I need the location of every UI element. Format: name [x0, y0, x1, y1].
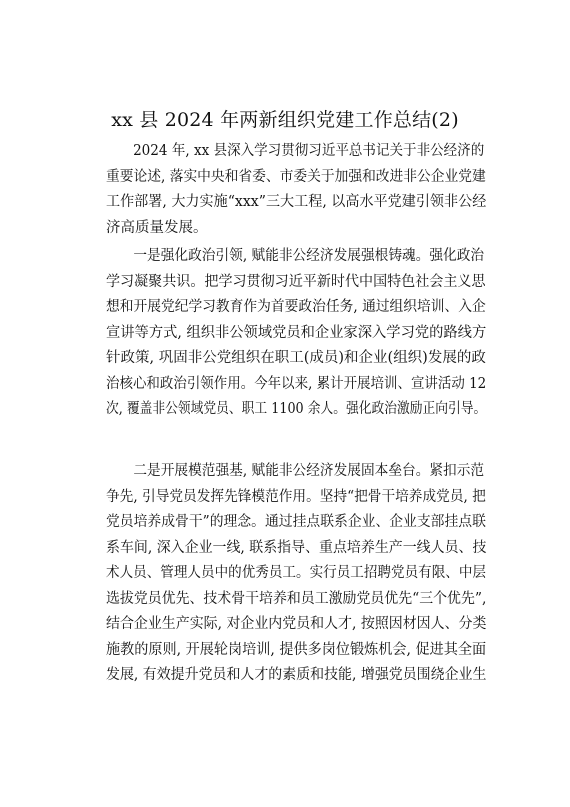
paragraph-line: 施教的原则, 开展轮岗培训, 提供多岗位锻炼机会, 促进其全面 [106, 641, 487, 658]
paragraph-line: 重要论述, 落实中央和省委、市委关于加强和改进非公企业党建 [106, 168, 486, 185]
paragraph-line: 党员培养成骨干”的理念。通过挂点联系企业、企业支部挂点联 [106, 514, 486, 530]
paragraph-line: 济高质量发展。 [106, 219, 208, 236]
paragraph-line: 二是开展模范强基, 赋能非公经济发展固本垒台。紧扣示范 [133, 463, 485, 479]
paragraph-line: 结合企业生产实际, 对企业内党员和人才, 按照因材因人、分类 [106, 616, 487, 632]
paragraph-line: 一是强化政治引领, 赋能非公经济发展强根铸魂。强化政治 [133, 248, 485, 264]
paragraph-line: 2024 年, xx 县深入学习贯彻习近平总书记关于非公经济的 [133, 143, 485, 159]
paragraph-line: 争先, 引导党员发挥先锋模范作用。坚持“把骨干培养成党员, 把 [106, 488, 486, 505]
paragraph-line: 针政策, 巩固非公党组织在职工(成员)和企业(组织)发展的政 [106, 350, 486, 366]
paragraph-line: 选拔党员优先、技术骨干培养和员工激励党员优先“三个优先”, [106, 590, 487, 607]
paragraph-line: 发展, 有效提升党员和人才的素质和技能, 增强党员围绕企业生 [106, 667, 487, 683]
paragraph-line: 次, 覆盖非公领域党员、职工 1100 余人。强化政治激励正向引导。 [106, 401, 487, 417]
document-title: xx 县 2024 年两新组织党建工作总结(2) [111, 109, 459, 131]
paragraph-line: 术人员、管理人员中的优秀员工。实行员工招聘党员有限、中层 [106, 565, 486, 581]
paragraph-line: 宣讲等方式, 组织非公领域党员和企业家深入学习党的路线方 [106, 324, 487, 341]
paragraph-line: 工作部署, 大力实施“xxx”三大工程, 以高水平党建引领非公经 [106, 194, 487, 210]
paragraph-model-foundation [106, 459, 486, 689]
paragraph-line: 想和开展党纪学习教育作为首要政治任务, 通过组织培训、入企 [106, 299, 486, 315]
paragraph-political-guidance [106, 244, 486, 423]
paragraph-line: 学习凝聚共识。把学习贯彻习近平新时代中国特色社会主义思 [106, 273, 486, 290]
paragraph-line: 治核心和政治引领作用。今年以来, 累计开展培训、宣讲活动 12 [106, 375, 487, 392]
paragraph-intro [106, 139, 486, 241]
paragraph-line: 系车间, 深入企业一线, 联系指导、重点培养生产一线人员、技 [106, 539, 487, 556]
